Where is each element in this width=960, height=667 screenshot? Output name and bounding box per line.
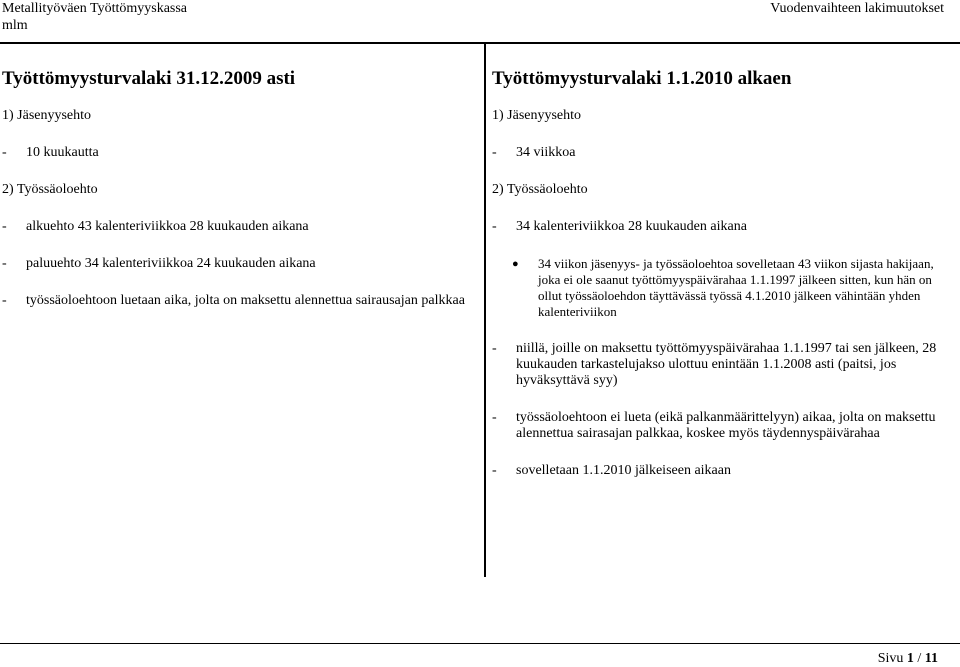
left-membership-item: - 10 kuukautta — [2, 145, 99, 160]
right-employment-item: - 34 kalenteriviikkoa 28 kuukauden aikana — [492, 219, 747, 234]
dash-marker: - — [2, 256, 7, 271]
dash-marker: - — [492, 219, 497, 234]
total-pages: 11 — [924, 651, 938, 666]
left-column — [2, 68, 472, 330]
right-membership-heading: 1) Jäsenyysehto — [492, 108, 582, 123]
right-employment-item: - niillä, joille on maksettu työttömyyspäivärahaa 1.1.1997 tai sen jälkeen, 28 kuukauden tarkastelujakso ulottuu enintään 1.1.2008 asti (paitsi, jos hyväksyttävä syy) — [492, 341, 937, 388]
left-employment-item: - paluuehto 34 kalenteriviikkoa 24 kuukauden aikana — [2, 256, 316, 271]
page-separator: / — [917, 651, 922, 666]
header-left — [2, 0, 187, 34]
dash-marker: - — [2, 293, 7, 308]
bullet-icon: ● — [512, 258, 519, 270]
column-divider — [484, 44, 486, 577]
header-divider — [0, 42, 960, 44]
left-employment-heading: 2) Työssäoloehto — [2, 182, 98, 197]
right-employment-item: - työssäoloehtoon ei lueta (eikä palkanmäärittelyyn) aikaa, jolta on maksettu alennettua sairasajan palkkaa, koskee myös täydennyspäivärahaa — [492, 410, 936, 441]
right-column-title: Työttömyysturvalaki 1.1.2010 alkaen — [492, 68, 792, 89]
right-employment-heading: 2) Työssäoloehto — [492, 182, 588, 197]
dash-marker: - — [492, 341, 497, 356]
dash-marker: - — [492, 410, 497, 425]
organization-abbrev: mlm — [2, 18, 28, 33]
page-indicator — [878, 650, 938, 667]
right-employment-item: - sovelletaan 1.1.2010 jälkeiseen aikaan — [492, 463, 731, 478]
dash-marker: - — [2, 145, 7, 160]
left-column-title: Työttömyysturvalaki 31.12.2009 asti — [2, 68, 296, 89]
dash-marker: - — [492, 145, 497, 160]
right-column — [492, 68, 952, 500]
page-label: Sivu — [877, 651, 904, 666]
document-title: Vuodenvaihteen lakimuutokset — [770, 1, 944, 16]
organization-name: Metallityöväen Työttömyyskassa — [2, 1, 188, 16]
left-membership-heading: 1) Jäsenyysehto — [2, 108, 92, 123]
left-employment-item: - alkuehto 43 kalenteriviikkoa 28 kuukauden aikana — [2, 219, 309, 234]
dash-marker: - — [2, 219, 7, 234]
right-membership-item: - 34 viikkoa — [492, 145, 576, 160]
left-employment-item: - työssäoloehtoon luetaan aika, jolta on maksettu alennettua sairausajan palkkaa — [2, 293, 465, 308]
current-page: 1 — [906, 651, 914, 666]
right-employment-bullet: ● 34 viikon jäsenyys- ja työssäoloehtoa sovelletaan 43 viikon sijasta hakijaan, joka ei ole saanut työttömyyspäivärahaa 1.1.1997 jälkeen sitten, kun hän on ollut työssäoloehdon täyttävässä työssä 4.1.2010 jälkeen vähintään yhden kalenteriviikon — [512, 256, 934, 319]
footer-divider — [0, 643, 960, 644]
dash-marker: - — [492, 463, 497, 478]
